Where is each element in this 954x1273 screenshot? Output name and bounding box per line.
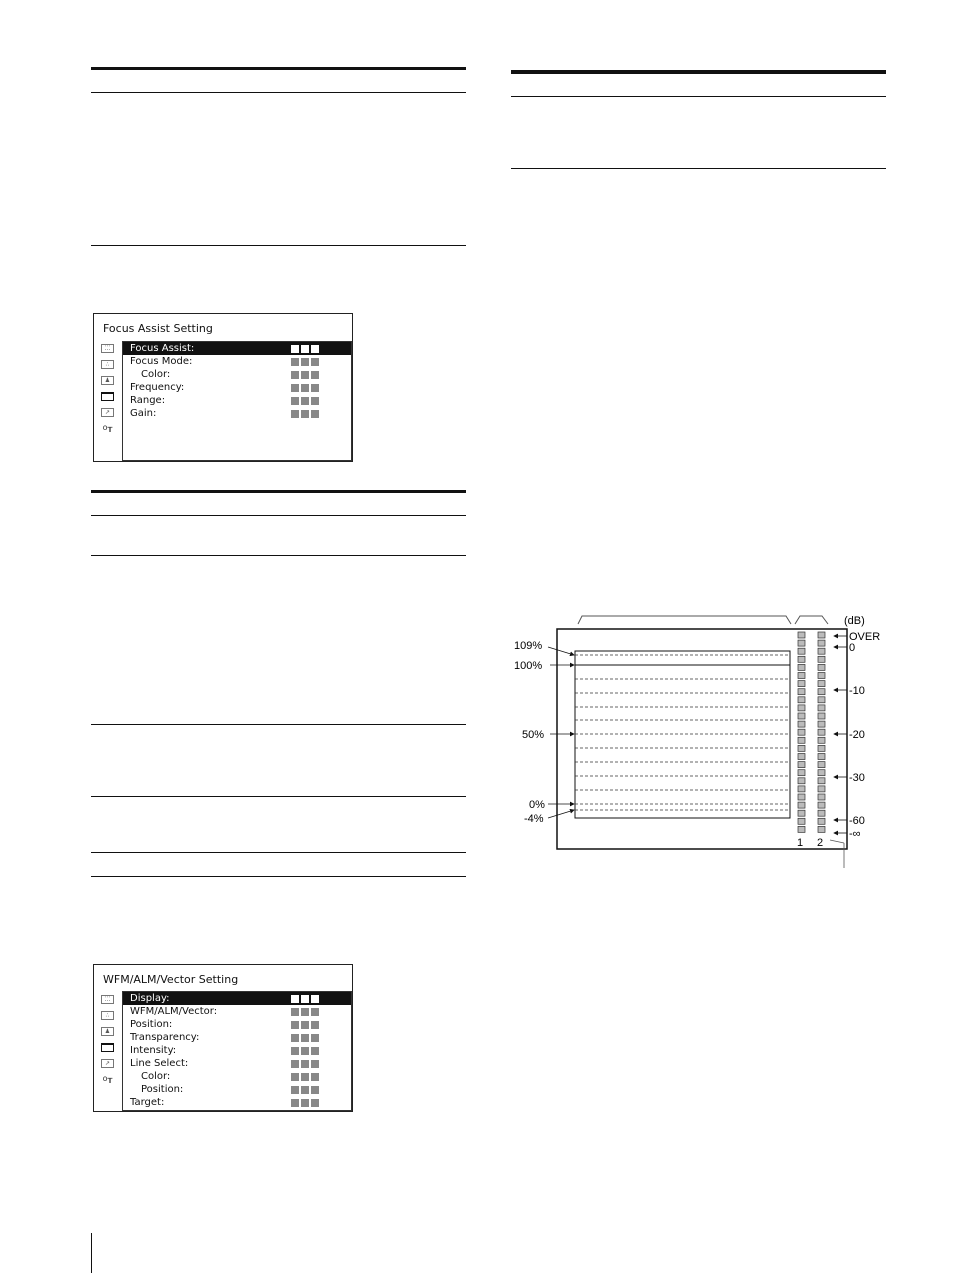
meter-cell-ch1 [798, 826, 805, 832]
menu-item-line-color[interactable]: Color: [123, 1070, 351, 1083]
dots-icon: ∴ [101, 360, 114, 369]
meter-cell-ch1 [798, 786, 805, 792]
section-rule [91, 724, 466, 725]
menu-panel [122, 341, 352, 461]
section-rule [91, 555, 466, 556]
meter-cell-ch2 [818, 681, 825, 687]
menu-item-focus-assist[interactable]: Focus Assist: [123, 342, 351, 355]
dots-icon: ∴ [101, 1011, 114, 1020]
menu-item-transparency[interactable]: Transparency: [123, 1031, 351, 1044]
meter-cell-ch1 [798, 754, 805, 760]
waveform-brace [578, 616, 791, 624]
section-rule [91, 515, 466, 516]
meter-cell-ch1 [798, 737, 805, 743]
menu-title: Focus Assist Setting [103, 322, 213, 335]
db-label-minus-20: -20 [849, 729, 865, 741]
meter-cell-ch1 [798, 640, 805, 646]
section-rule [511, 70, 886, 74]
db-label-minus-30: -30 [849, 772, 865, 784]
meter-cell-ch2 [818, 656, 825, 662]
db-label-minus-10: -10 [849, 685, 865, 697]
label-minus-4-percent: -4% [524, 813, 544, 825]
section-rule [91, 796, 466, 797]
meter-cell-ch2 [818, 705, 825, 711]
menu-item-color[interactable]: Color: [123, 368, 351, 381]
meter-cell-ch1 [798, 713, 805, 719]
meter-cell-ch2 [818, 713, 825, 719]
section-rule [91, 92, 466, 93]
label-109-percent: 109% [514, 640, 543, 652]
meter-cell-ch1 [798, 721, 805, 727]
meter-cell-ch1 [798, 648, 805, 654]
menu-item-intensity[interactable]: Intensity: [123, 1044, 351, 1057]
db-unit-label: (dB) [844, 615, 865, 627]
section-rule [511, 168, 886, 169]
meter-cell-ch2 [818, 778, 825, 784]
person-icon: ♟ [101, 1027, 114, 1036]
section-rule [91, 876, 466, 877]
focus-assist-menu [93, 313, 353, 462]
label-0-percent: 0% [529, 799, 545, 811]
db-label-minus-infinity: -∞ [849, 828, 861, 840]
section-rule [91, 245, 466, 246]
chart-icon: ↗ [101, 1059, 114, 1068]
menu-item-position[interactable]: Position: [123, 1018, 351, 1031]
meter-cell-ch1 [798, 762, 805, 768]
page-margin-bar [91, 1233, 92, 1273]
grid-icon: ⁚⁚⁚ [101, 995, 114, 1004]
meter-cell-ch2 [818, 640, 825, 646]
meter-cell-ch2 [818, 664, 825, 670]
toolbox-icon [101, 1043, 114, 1052]
meter-cell-ch1 [798, 802, 805, 808]
meter-cell-ch2 [818, 826, 825, 832]
level-meter-brace [795, 616, 828, 624]
menu-icon-column [101, 344, 117, 440]
meter-cell-ch1 [798, 794, 805, 800]
wfm-alm-vector-menu [93, 964, 353, 1112]
label-100-percent: 100% [514, 660, 543, 672]
meter-cell-ch1 [798, 770, 805, 776]
section-rule [91, 852, 466, 853]
section-rule [91, 67, 466, 70]
meter-cell-ch2 [818, 648, 825, 654]
meter-cell-ch2 [818, 737, 825, 743]
meter-cell-ch2 [818, 721, 825, 727]
meter-cell-ch2 [818, 770, 825, 776]
meter-cell-ch2 [818, 632, 825, 638]
menu-item-line-select[interactable]: Line Select: [123, 1057, 351, 1070]
db-label-over: OVER [849, 631, 881, 643]
meter-cell-ch2 [818, 818, 825, 824]
meter-cell-ch2 [818, 697, 825, 703]
menu-item-focus-mode[interactable]: Focus Mode: [123, 355, 351, 368]
menu-item-line-position[interactable]: Position: [123, 1083, 351, 1096]
meter-cell-ch1 [798, 632, 805, 638]
chart-icon: ↗ [101, 408, 114, 417]
menu-icon-column [101, 995, 117, 1091]
meter-cell-ch1 [798, 810, 805, 816]
meter-cell-ch1 [798, 697, 805, 703]
meter-cell-ch1 [798, 673, 805, 679]
meter-cell-ch2 [818, 786, 825, 792]
meter-cell-ch1 [798, 656, 805, 662]
toolbox-icon [101, 392, 114, 401]
meter-cell-ch2 [818, 754, 825, 760]
meter-cell-ch1 [798, 818, 805, 824]
menu-panel [122, 991, 352, 1111]
meter-cell-ch2 [818, 729, 825, 735]
key-icon: o╥ [102, 1074, 113, 1083]
meter-cell-ch2 [818, 673, 825, 679]
db-label-0: 0 [849, 642, 856, 654]
menu-item-gain[interactable]: Gain: [123, 407, 351, 420]
key-icon: o╥ [102, 423, 113, 432]
meter-cell-ch2 [818, 745, 825, 751]
menu-item-range[interactable]: Range: [123, 394, 351, 407]
meter-cell-ch1 [798, 681, 805, 687]
menu-title: WFM/ALM/Vector Setting [103, 973, 239, 986]
meter-cell-ch1 [798, 689, 805, 695]
label-50-percent: 50% [522, 729, 545, 741]
meter-cell-ch1 [798, 778, 805, 784]
meter-cell-ch2 [818, 802, 825, 808]
db-label-minus-60: -60 [849, 815, 865, 827]
meter-cell-ch2 [818, 762, 825, 768]
meter-cell-ch2 [818, 810, 825, 816]
meter-cell-ch2 [818, 689, 825, 695]
meter-cell-ch1 [798, 745, 805, 751]
meter-cell-ch1 [798, 664, 805, 670]
meter-cell-ch1 [798, 729, 805, 735]
grid-icon: ⁚⁚⁚ [101, 344, 114, 353]
channel-1-label: 1 [797, 837, 804, 849]
menu-item-frequency[interactable]: Frequency: [123, 381, 351, 394]
meter-cell-ch2 [818, 794, 825, 800]
section-rule [91, 490, 466, 493]
person-icon: ♟ [101, 376, 114, 385]
menu-item-target[interactable]: Target: [123, 1096, 351, 1109]
menu-item-wfm-alm-vector[interactable]: WFM/ALM/Vector: [123, 1005, 351, 1018]
menu-item-display[interactable]: Display: [123, 992, 351, 1005]
section-rule [511, 96, 886, 97]
meter-cell-ch1 [798, 705, 805, 711]
waveform-audio-level-diagram [510, 610, 890, 870]
channel-2-label: 2 [817, 837, 824, 849]
